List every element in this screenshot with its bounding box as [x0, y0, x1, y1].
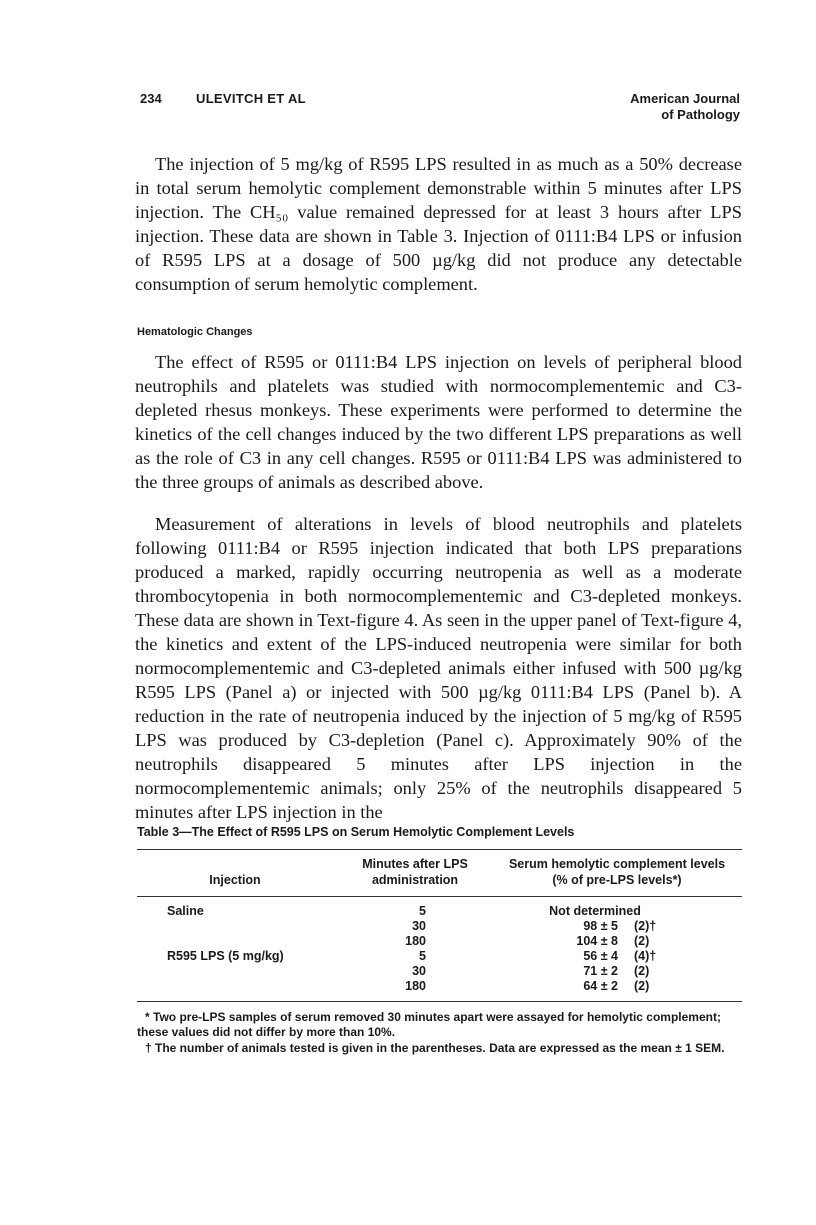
- cell-animal-count: (2): [634, 964, 650, 978]
- cell-minutes: 5: [419, 904, 426, 918]
- footnote-text: * Two pre-LPS samples of serum removed 30 minutes apart were assayed for hemolytic complement; these values did not differ by more than 10%.: [137, 1010, 721, 1039]
- cell-level: 56 ± 4: [583, 949, 618, 963]
- cell-level: 64 ± 2: [583, 979, 618, 993]
- table-footnote-asterisk: [137, 1010, 742, 1040]
- table-row: [0, 979, 816, 995]
- cell-injection: R595 LPS (5 mg/kg): [167, 949, 284, 963]
- running-authors: ULEVITCH ET AL: [196, 91, 306, 106]
- table-row: [0, 949, 816, 965]
- cell-level: 98 ± 5: [583, 919, 618, 933]
- table-bottom-rule: [137, 1001, 742, 1002]
- cell-animal-count: (4)†: [634, 949, 657, 963]
- cell-minutes: 30: [412, 964, 426, 978]
- cell-minutes: 180: [405, 934, 426, 948]
- column-header-levels: [487, 856, 747, 888]
- cell-injection: Saline: [167, 904, 204, 918]
- column-header-levels-line2: (% of pre-LPS levels*): [552, 873, 682, 887]
- journal-name-line2: of Pathology: [661, 107, 740, 122]
- column-header-minutes: [350, 856, 480, 888]
- section-subheading: Hematologic Changes: [137, 326, 253, 338]
- journal-name-line1: American Journal: [630, 91, 740, 106]
- column-header-minutes-line2: administration: [371, 873, 459, 887]
- journal-name: [630, 91, 740, 123]
- table-footnote-dagger: [137, 1041, 742, 1056]
- paragraph-neutropenia: [135, 512, 742, 824]
- column-header-minutes-line1: Minutes after LPS: [362, 857, 468, 871]
- paragraph-complement-results: [135, 152, 742, 296]
- cell-level: 71 ± 2: [583, 964, 618, 978]
- table-header-rule: [137, 896, 742, 897]
- table-top-rule: [137, 849, 742, 850]
- cell-level: 104 ± 8: [576, 934, 618, 948]
- paragraph-text: The effect of R595 or 0111:B4 LPS injection on levels of peripheral blood neutrophils and platelets was studied with normocomplementemic and C3-depleted rhesus monkeys. These experiments were performed to determine the kinetics of the cell changes induced by the two different LPS preparations as well as the role of C3 in any cell changes. R595 or 0111:B4 LPS was administered to the three groups of animals as described above.: [135, 352, 742, 492]
- page-number: 234: [140, 91, 162, 106]
- paragraph-hematologic-intro: [135, 350, 742, 494]
- cell-minutes: 180: [405, 979, 426, 993]
- column-header-injection: Injection: [209, 873, 261, 887]
- running-header: [140, 91, 740, 131]
- cell-animal-count: (2): [634, 934, 650, 948]
- cell-minutes: 5: [419, 949, 426, 963]
- table-row: [0, 934, 816, 950]
- table-caption: Table 3—The Effect of R595 LPS on Serum Hemolytic Complement Levels: [137, 825, 575, 839]
- cell-animal-count: (2)†: [634, 919, 657, 933]
- table-row: [0, 964, 816, 980]
- table-row: [0, 919, 816, 935]
- table-row: [0, 904, 816, 920]
- footnote-text: † The number of animals tested is given in the parentheses. Data are expressed as the mean ± 1 SEM.: [145, 1041, 725, 1055]
- paragraph-text: The injection of 5 mg/kg of R595 LPS resulted in as much as a 50% decrease in total serum hemolytic complement demonstrable within 5 minutes after LPS injection. The CH₅₀ value remained depressed for at least 3 hours after LPS injection. These data are shown in Table 3. Injection of 0111:B4 LPS or infusion of R595 LPS at a dosage of 500 µg/kg did not produce any detectable consumption of serum hemolytic complement.: [135, 154, 742, 294]
- cell-minutes: 30: [412, 919, 426, 933]
- column-header-levels-line1: Serum hemolytic complement levels: [508, 857, 726, 871]
- cell-level: Not determined: [549, 904, 641, 918]
- cell-animal-count: (2): [634, 979, 650, 993]
- paragraph-text: Measurement of alterations in levels of blood neutrophils and platelets following 0111:B4 or R595 injection indicated that both LPS preparations produced a marked, rapidly occurring neutropenia as well as a moderate thrombocytopenia in both normocomplementemic and C3-depleted monkeys. These data are shown in Text-figure 4. As seen in the upper panel of Text-figure 4, the kinetics and extent of the LPS-induced neutropenia were similar for both normocomplementemic and C3-depleted animals either infused with 500 µg/kg R595 LPS (Panel a) or injected with 500 µg/kg 0111:B4 LPS (Panel b). A reduction in the rate of neutropenia induced by the injection of 5 mg/kg of R595 LPS was produced by C3-depletion (Panel c). Approximately 90% of the neutrophils disappeared 5 minutes after LPS injection in the normocomplementemic animals; only 25% of the neutrophils disappeared 5 minutes after LPS injection in the: [135, 514, 742, 822]
